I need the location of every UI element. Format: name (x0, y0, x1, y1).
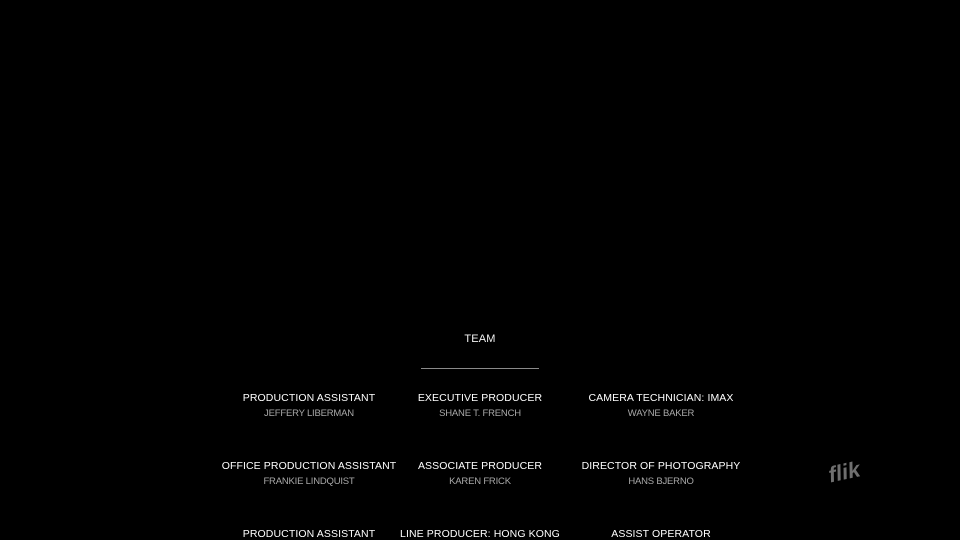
credit-entry (566, 392, 756, 420)
credit-entry (566, 460, 756, 488)
credit-entry (385, 460, 575, 488)
credit-entry (566, 528, 756, 540)
credit-entry (214, 528, 404, 540)
credit-role: PRODUCTION ASSISTANT (242, 392, 376, 404)
credit-name: KAREN FRICK (449, 476, 511, 487)
credit-name: WAYNE BAKER (627, 408, 695, 419)
credit-role: PRODUCTION ASSISTANT (242, 528, 376, 540)
section-title: TEAM (464, 333, 496, 345)
credit-role: DIRECTOR OF PHOTOGRAPHY (581, 460, 741, 472)
credit-entry (214, 392, 404, 420)
section-divider (421, 368, 539, 369)
credit-name: SHANE T. FRENCH (439, 408, 521, 419)
credit-name: FRANKIE LINDQUIST (263, 476, 355, 487)
credit-entry (385, 392, 575, 420)
credit-role: EXECUTIVE PRODUCER (417, 392, 543, 404)
credit-role: ASSIST OPERATOR (611, 528, 711, 540)
credit-name: JEFFERY LIBERMAN (264, 408, 354, 419)
credit-name: HANS BJERNO (628, 476, 694, 487)
logo-text: flik (826, 456, 863, 488)
credit-entry (385, 528, 575, 540)
credit-role: LINE PRODUCER: HONG KONG (400, 528, 560, 540)
credit-entry (214, 460, 404, 488)
credit-role: CAMERA TECHNICIAN: IMAX (588, 392, 734, 404)
credit-role: ASSOCIATE PRODUCER (417, 460, 543, 472)
flik-logo-icon (826, 450, 866, 490)
credit-role: OFFICE PRODUCTION ASSISTANT (221, 460, 397, 472)
